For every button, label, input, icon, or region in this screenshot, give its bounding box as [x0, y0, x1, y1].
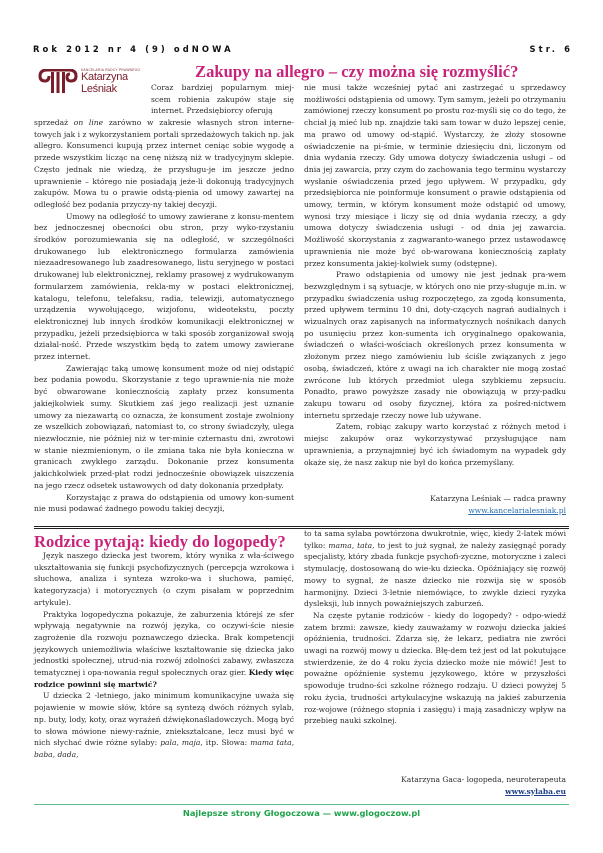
logo-name: Katarzyna Leśniak: [81, 71, 128, 95]
issue-label: Rok 2012 nr 4 (9) odNOWA: [33, 44, 234, 54]
article-title: Zakupy na allegro – czy można się rozmyślić?: [195, 62, 519, 81]
law-office-logo: [36, 63, 141, 99]
author-byline: Katarzyna Leśniak — radca prawny: [430, 494, 566, 503]
column-logo-icon: [38, 69, 78, 93]
paragraph: Język naszego dziecka jest tworem, który wynika z wła-ściwego ukształtowania się funkcji psychofizycznych (percepcja wzrokowa i słuchowa, analiza i synteza wzroko-wa i słuchowa, pamięć, kategoryzacja) i motorycznych (o czym pisałam w poprzednim artykule).: [34, 551, 294, 607]
paragraph: to ta sama sylaba powtórzona dwukrotnie, więc, kiedy 2-latek mówi tylko: mama, tata, to jest to już sygnał, że należy zasięgnąć porady specjalisty, który zbada funkcje psychofi-zyczne, motoryczne i zaleci stymulację, dostosowaną do wie-ku dziecka. Opóźniający się rozwój mowy to sygnał, że nasze dziecko nie rozwija się w sposób harmonijny. Dzieci 3-letnie niemówiące, to zwykle dzieci ryzyka dysleksji, lub innych poważniejszych zaburzeń.: [304, 529, 566, 609]
running-head: [33, 44, 573, 56]
emphasis-question: Kiedy więc rodzice powinni się martwić?: [34, 668, 295, 689]
paragraph: Praktyka logopedyczna pokazuje, że zaburzenia którejś ze sfer wpływają negatywnie na rozwój języka, co oczywi-ście niesie zagrożenie dla rozwoju poznawczego dziecka. Brak kompetencji językowych uniemożliwia właściwe kształtowanie się dziecka jako jednostki społecznej, utrud-nia rozwój zdolności zabawy, zwłaszcza tematycznej i opa-nowania reguł społecznych oraz gier. Kiedy więc rodzice powinni się martwić?: [34, 609, 295, 689]
paragraph: Zatem, robiąc zakupy warto korzystać z różnych metod i miejsc zakupów oraz wykorzystywać przysługujące nam uprawnienia, a przynajmniej być ich świadomym na wypadek gdy okaże się, że nasz zakup nie był do końca przemyślany.: [304, 422, 566, 467]
article-column-right: [304, 82, 566, 468]
article-column-right: [304, 528, 566, 727]
paragraph: Korzystając z prawa do odstąpienia od umowy kon-sument nie musi podawać żadnego powodu takiej decyzji,: [34, 492, 294, 514]
article-signature: [304, 493, 566, 516]
author-website-link[interactable]: www.kancelarialesniak.pl: [468, 505, 566, 515]
article-signature: [304, 774, 566, 797]
article-intro: Coraz bardziej popularnym miej-scem robienia zakupów staje się internet. Przedsiębiorcy oferują: [151, 83, 294, 116]
article-title: Rodzice pytają: kiedy do logopedy?: [34, 532, 286, 551]
footer-divider: [34, 804, 569, 805]
paragraph: Umowy na odległość to umowy zawierane z konsu-mentem bez jednoczesnej obecności obu stron, przy wyko-rzystaniu środków porozumiewania się na odległość, w szczególności drukowanego lub elektronicznego formularza zamówienia niezaadresowanego lub zaadresowanego, listu seryjnego w postaci drukowanej lub elektronicznej, reklamy prasowej z wydrukowanym formularzem zamówienia, rekla-my w postaci elektronicznej, katalogu, telefonu, telefaksu, radia, telewizji, automatycznego urządzenia wywołującego, wizjofonu, wideotekstu, poczty elektronicznej lub innych środków komunikacji elektronicznej w przypadku, jeżeli przedsiębiorca w taki sposób zorganizował swoją działal-ność. Przede wszystkim będą to zatem umowy zawierane przez internet.: [34, 211, 294, 362]
author-byline: Katarzyna Gaca- logopeda, neuroterapeuta: [401, 775, 566, 784]
paragraph: nie musi także wcześniej pytać ani zastrzegać u sprzedawcy możliwości odstąpienia od umowy. Tym samym, jeżeli po otrzymaniu zamówionej rzeczy konsument po prostu roz-myśli się co do tego, że chciał ją mieć lub np. znajdzie taki sam towar w dużo lepszej cenie, ma prawo od umowy od-stąpić. Wystarczy, że złoży stosowne oświadczenie na pi-śmie, w terminie dziesięciu dni, liczonym od dnia wydania rzeczy. Gdy umowa dotyczy świadczenia usługi – od dnia jej zawarcia, przy czym do zachowania tego terminu wystarczy wysłanie oświadczenia przed jego upływem. W przypadku, gdy przedsiębiorca nie poinformuje konsument o prawie odstąpienia od umowy, termin, w którym konsument może odstąpić od umowy, wynosi trzy miesiące i liczy się od dnia wydania rzeczy, a gdy umowa dotyczy świadczenia usługi - od dnia jej zawarcia. Możliwość skorzystania z zagwaranto-wanego przez ustawodawcę uprawnienia nie może być ob-warowana koniecznością zapłaty przez konsumenta jakiej-kolwiek sumy (odstępne).: [304, 83, 566, 268]
page-footer: Najlepsze strony Głogoczowa — www.glogoczow.pl: [182, 808, 421, 818]
article-column-left: [34, 550, 294, 761]
paragraph: Zawierając taką umowę konsument może od niej odstąpić bez podania powodu. Skorzystanie z tego uprawnie-nia nie może być obwarowane koniecznością zapłaty przez konsumenta jakiejkolwiek sumy. Skutkiem zaś jego realizacji jest uznanie umowy za niezawartą co oznacza, że konsument zostaje zwolniony ze wszelkich zobowiązań, natomiast to, co strony świadczyły, ulega niezwłocznie, nie później niż w ter-minie czternastu dni, zwrotowi w stanie niezmienionym, o ile zmiana taka nie była konieczna w granicach zwykłego zarządu. Dokonanie przez konsumenta jakichkolwiek przed-płat rodzi jednocześnie obowiązek uiszczenia na jego rzecz odsetek ustawowych od daty dokonania przedpłaty.: [34, 363, 294, 490]
paragraph: sprzedaż on line zarówno w zakresie własnych stron interne-towych jak i z wykorzystaniem portali sprzedażowych takich np. jak allegro. Konsumenci kupują przez internet ceniąc sobie wygodę a przede wszystkim licząc na cenę niższą niż w tradycyjnym sklepie. Często jednak nie wiedzą, że przysługu-je im jeszcze jedno uprawnienie – którego nie posiadają jeże-li dokonują tradycyjnych zakupów. Mowa tu o prawie odstą-pienia od umowy zawartej na odległość bez podania przyczy-ny takiej decyzji.: [34, 118, 294, 209]
author-website-link[interactable]: www.sylaba.eu: [505, 786, 566, 796]
page-number: Str. 6: [529, 44, 573, 54]
paragraph: U dziecka 2 -letniego, jako minimum komunikacyjne uważa się pojawienie w mowie słów, które są syntezą dwóch różnych sylab, np. buty, lody, koty, oraz wyrażeń dźwiękonaśladowczych. Mogą być to słowa mówione niewy-raźnie, zniekształcane, lecz musi być w nich słychać dwie różne sylaby: pala, maja, itp. Słowa: mama tata, baba, dada,: [34, 691, 294, 759]
article-column-left: [34, 117, 294, 515]
logo-tagline: KANCELARIA RADCY PRAWNEGO: [81, 68, 141, 72]
paragraph: Prawo odstąpienia od umowy nie jest jednak pra-wem bezwzględnym i są sytuacje, w których ono nie przy-sługuje m.in. w przypadku świadczenia usług rozpoczętego, za zgodą konsumenta, przed upływem terminu 10 dni, doty-czących nagrań audialnych i wizualnych oraz zapisanych na informatycznych nośnikach danych po usunięciu przez kon-sumenta ich oryginalnego opakowania, świadczeń o właści-wościach określonych przez konsumenta w złożonym przez niego zamówieniu lub ściśle związanych z jego osobą, świadczeń, które z uwagi na ich charakter nie mogą zostać zwrócone lub których przedmiot ulega szybkiemu zepsuciu. Ponadto, prawo powyższe zasady nie obowiązują w przy-padku zakupu towaru od osoby fizycznej, która za pośred-nictwem internetu sprzedaje rzeczy nowe lub używane.: [304, 270, 566, 420]
paragraph: Na częste pytanie rodziców - kiedy do logopedy? - odpo-wiedź zatem brzmi: zawsze, kiedy zauważamy w rozwoju dziecka jakieś opóźnienia, trudności. Zdarza się, że lekarz, pediatra nie zwróci uwagi na rozwój mowy u dziecka. Błę-dem też jest od lat pokutujące stwierdzenie, że do 4 roku życia dziecko może nie mówić! Jest to poważne opóźnienie systemu językowego, które w przyszłości spowoduje trudno-ści szkolne różnego rodzaju. U dzieci powyżej 5 roku życia, trudności artykulacyjne wskazują na jakieś zaburzenia roz-wojowe (różnego stopnia i zasięgu) i mają zasadniczy wpływ na przebieg nauki szkolnej.: [304, 610, 566, 726]
